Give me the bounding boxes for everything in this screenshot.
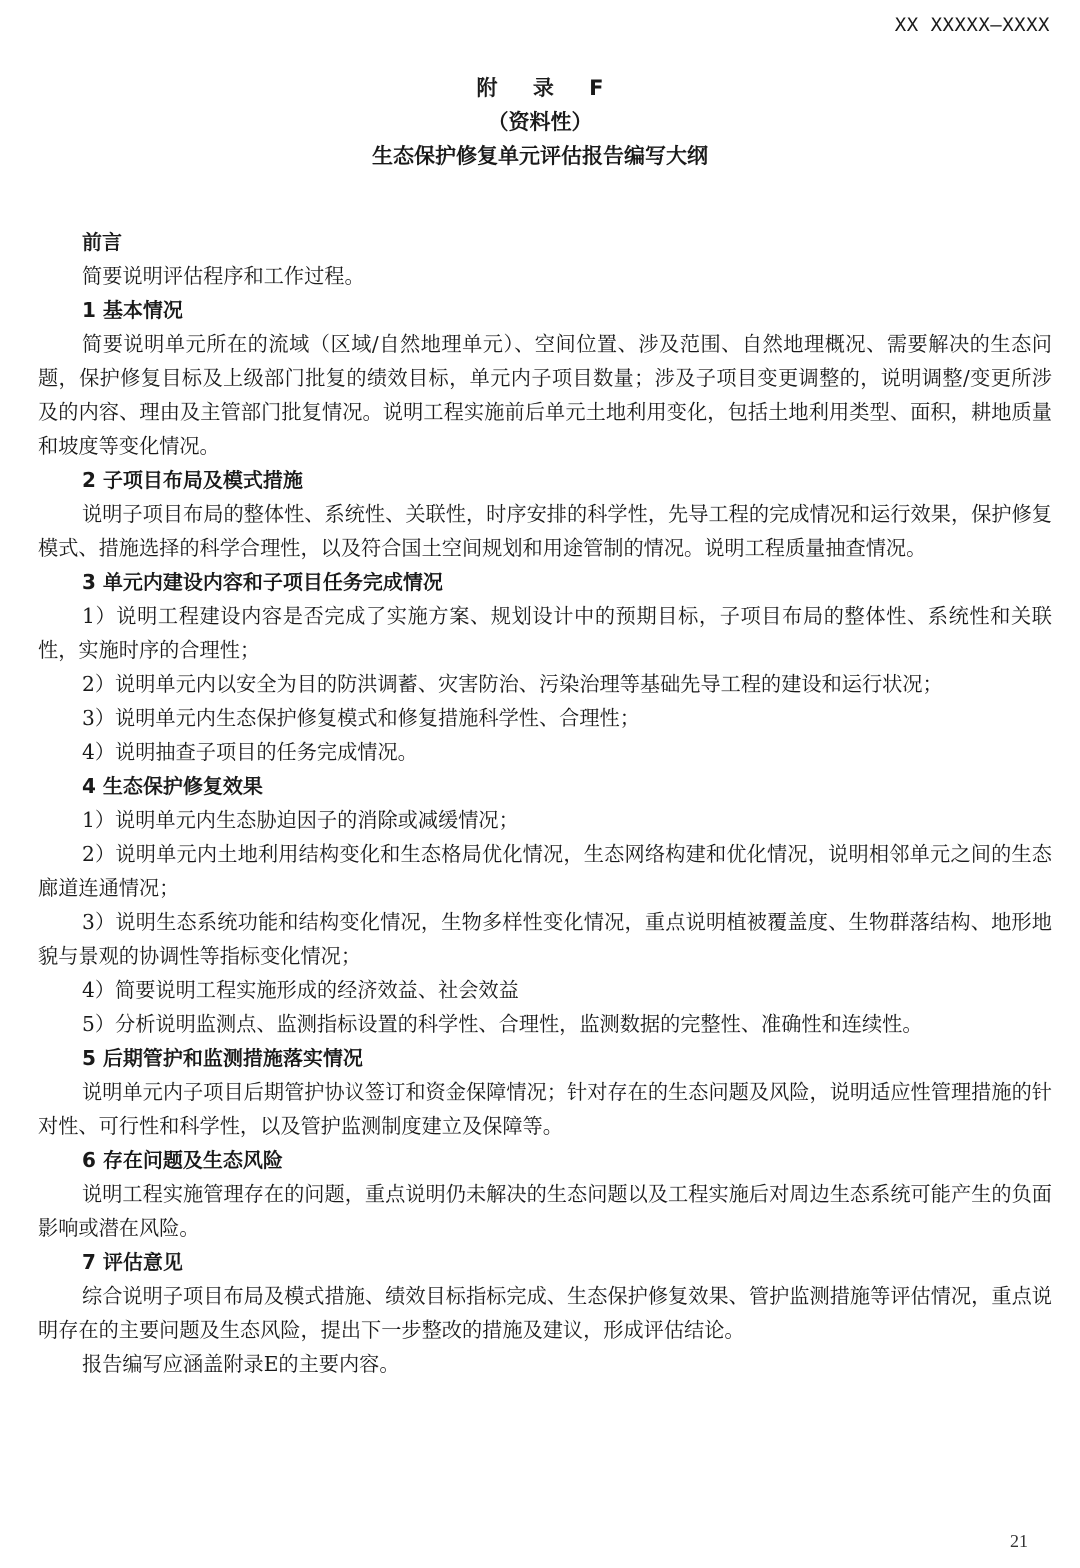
section-evaluation-opinion (38, 1245, 1052, 1381)
section-basic-info (38, 293, 1052, 463)
document-body (38, 225, 1052, 1381)
paragraph: 说明子项目布局的整体性、系统性、关联性，时序安排的科学性，先导工程的完成情况和运行效果，保护修复模式、措施选择的科学合理性，以及符合国土空间规划和用途管制的情况。说明工程质量抽查情况。 (38, 502, 1052, 560)
appendix-label: 附 录 F (476, 76, 618, 100)
list-item: 3）说明生态系统功能和结构变化情况，生物多样性变化情况，重点说明植被覆盖度、生物群落结构、地形地貌与景观的协调性等指标变化情况； (38, 910, 1052, 968)
section-heading: 5 后期管护和监测措施落实情况 (82, 1046, 363, 1070)
appendix-nature: （资料性） (487, 110, 593, 134)
section-layout-measures (38, 463, 1052, 565)
section-heading: 3 单元内建设内容和子项目任务完成情况 (82, 570, 443, 594)
list-item: 4）说明抽查子项目的任务完成情况。 (82, 740, 418, 764)
section-restoration-effect (38, 769, 1052, 1041)
section-heading: 6 存在问题及生态风险 (82, 1148, 283, 1172)
list-item: 2）说明单元内以安全为目的防洪调蓄、灾害防治、污染治理等基础先导工程的建设和运行状况； (82, 672, 943, 696)
paragraph: 综合说明子项目布局及模式措施、绩效目标指标完成、生态保护修复效果、管护监测措施等评估情况，重点说明存在的主要问题及生态风险，提出下一步整改的措施及建议，形成评估结论。 (38, 1284, 1052, 1342)
list-item: 5）分析说明监测点、监测指标设置的科学性、合理性，监测数据的完整性、准确性和连续性。 (82, 1012, 923, 1036)
document-title: 生态保护修复单元评估报告编写大纲 (372, 144, 708, 168)
section-heading: 前言 (82, 230, 122, 254)
paragraph: 说明单元内子项目后期管护协议签订和资金保障情况；针对存在的生态问题及风险，说明适应性管理措施的针对性、可行性和科学性，以及管护监测制度建立及保障等。 (38, 1080, 1052, 1138)
list-item: 2）说明单元内土地利用结构变化和生态格局优化情况，生态网络构建和优化情况，说明相邻单元之间的生态廊道连通情况； (38, 842, 1052, 900)
section-maintenance-monitoring (38, 1041, 1052, 1143)
paragraph: 简要说明评估程序和工作过程。 (82, 264, 365, 288)
page-number: 21 (1010, 1531, 1028, 1551)
section-heading: 4 生态保护修复效果 (82, 774, 263, 798)
section-problems-risks (38, 1143, 1052, 1245)
list-item: 4）简要说明工程实施形成的经济效益、社会效益 (82, 978, 519, 1002)
section-heading: 2 子项目布局及模式措施 (82, 468, 303, 492)
paragraph: 说明工程实施管理存在的问题，重点说明仍未解决的生态问题以及工程实施后对周边生态系统可能产生的负面影响或潜在风险。 (38, 1182, 1052, 1240)
section-heading: 1 基本情况 (82, 298, 183, 322)
standard-code: XX XXXXX—XXXX (894, 14, 1050, 36)
paragraph: 简要说明单元所在的流域（区域/自然地理单元）、空间位置、涉及范围、自然地理概况、需要解决的生态问题，保护修复目标及上级部门批复的绩效目标，单元内子项目数量；涉及子项目变更调整的，说明调整/变更所涉及的内容、理由及主管部门批复情况。说明工程实施前后单元土地利用变化，包括土地利用类型、面积，耕地质量和坡度等变化情况。 (38, 332, 1052, 458)
list-item: 1）说明单元内生态胁迫因子的消除或减缓情况； (82, 808, 519, 832)
title-block (0, 72, 1080, 174)
section-heading: 7 评估意见 (82, 1250, 183, 1274)
paragraph: 报告编写应涵盖附录E的主要内容。 (82, 1352, 400, 1376)
section-preface (38, 225, 1052, 293)
list-item: 1）说明工程建设内容是否完成了实施方案、规划设计中的预期目标，子项目布局的整体性、系统性和关联性，实施时序的合理性； (38, 604, 1052, 662)
list-item: 3）说明单元内生态保护修复模式和修复措施科学性、合理性； (82, 706, 640, 730)
section-construction-completion (38, 565, 1052, 769)
